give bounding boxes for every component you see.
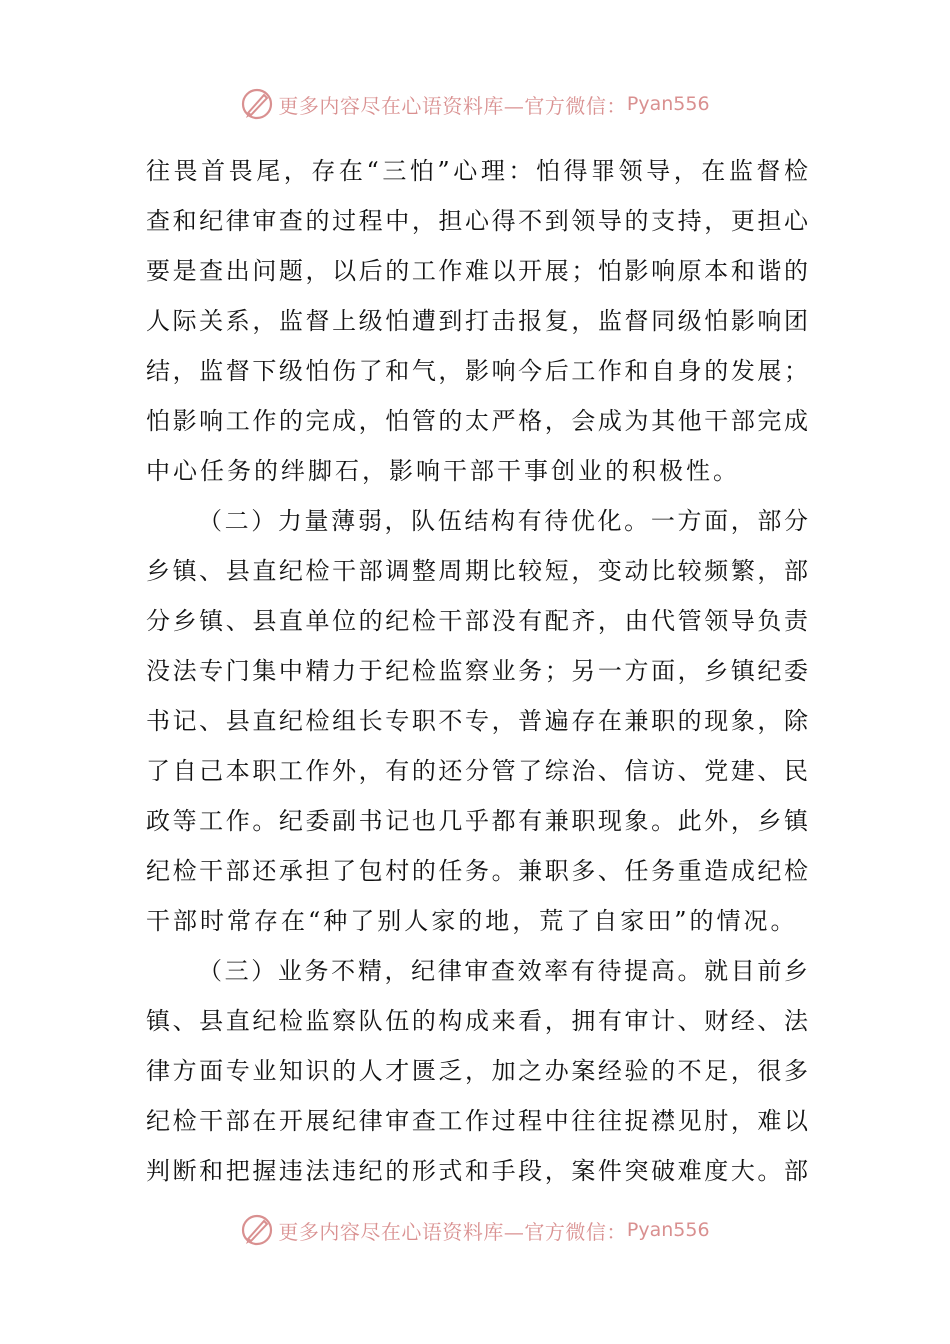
watermark-contact: Pyan556: [626, 93, 710, 115]
section-heading-line: （三）业务不精，纪律审查效率有待提高。就目前乡: [198, 957, 808, 985]
footer-watermark: [0, 1210, 950, 1250]
pen-logo-icon: [240, 87, 274, 121]
text-line: 镇、县直纪检监察队伍的构成来看，拥有审计、财经、法: [146, 1007, 808, 1035]
text-line: 了自己本职工作外，有的还分管了综治、信访、党建、民: [146, 757, 808, 785]
text-line: 纪检干部在开展纪律审查工作过程中往往捉襟见肘，难以: [146, 1107, 808, 1135]
text-line: 往畏首畏尾，存在“三怕”心理：怕得罪领导，在监督检: [146, 157, 808, 185]
pen-logo-icon: [240, 1213, 274, 1247]
document-body: [146, 146, 808, 1196]
text-line: 要是查出问题，以后的工作难以开展；怕影响原本和谐的: [146, 257, 808, 285]
watermark-brand: 更多内容尽在心语资料库—官方微信：: [278, 93, 627, 118]
text-line: 结，监督下级怕伤了和气，影响今后工作和自身的发展；: [146, 357, 808, 385]
text-line: 判断和把握违法违纪的形式和手段，案件突破难度大。部: [146, 1157, 808, 1185]
section-heading-line: （二）力量薄弱，队伍结构有待优化。一方面，部分: [198, 507, 808, 535]
text-line: 政等工作。纪委副书记也几乎都有兼职现象。此外，乡镇: [146, 807, 808, 835]
text-line: 人际关系，监督上级怕遭到打击报复，监督同级怕影响团: [146, 307, 808, 335]
text-line: 中心任务的绊脚石，影响干部干事创业的积极性。: [146, 457, 740, 485]
text-line: 怕影响工作的完成，怕管的太严格，会成为其他干部完成: [146, 407, 808, 435]
text-line: 查和纪律审查的过程中，担心得不到领导的支持，更担心: [146, 207, 808, 235]
text-line: 乡镇、县直纪检干部调整周期比较短，变动比较频繁，部: [146, 557, 808, 585]
text-line: 没法专门集中精力于纪检监察业务；另一方面，乡镇纪委: [146, 657, 808, 685]
watermark-contact: Pyan556: [626, 1219, 710, 1241]
text-line: 书记、县直纪检组长专职不专，普遍存在兼职的现象，除: [146, 707, 808, 735]
watermark-brand: 更多内容尽在心语资料库—官方微信：: [278, 1219, 627, 1244]
text-line: 律方面专业知识的人才匮乏，加之办案经验的不足，很多: [146, 1057, 808, 1085]
text-line: 干部时常存在“种了别人家的地，荒了自家田”的情况。: [146, 907, 798, 935]
text-line: 分乡镇、县直单位的纪检干部没有配齐，由代管领导负责: [146, 607, 808, 635]
header-watermark: [0, 84, 950, 124]
text-line: 纪检干部还承担了包村的任务。兼职多、任务重造成纪检: [146, 857, 808, 885]
